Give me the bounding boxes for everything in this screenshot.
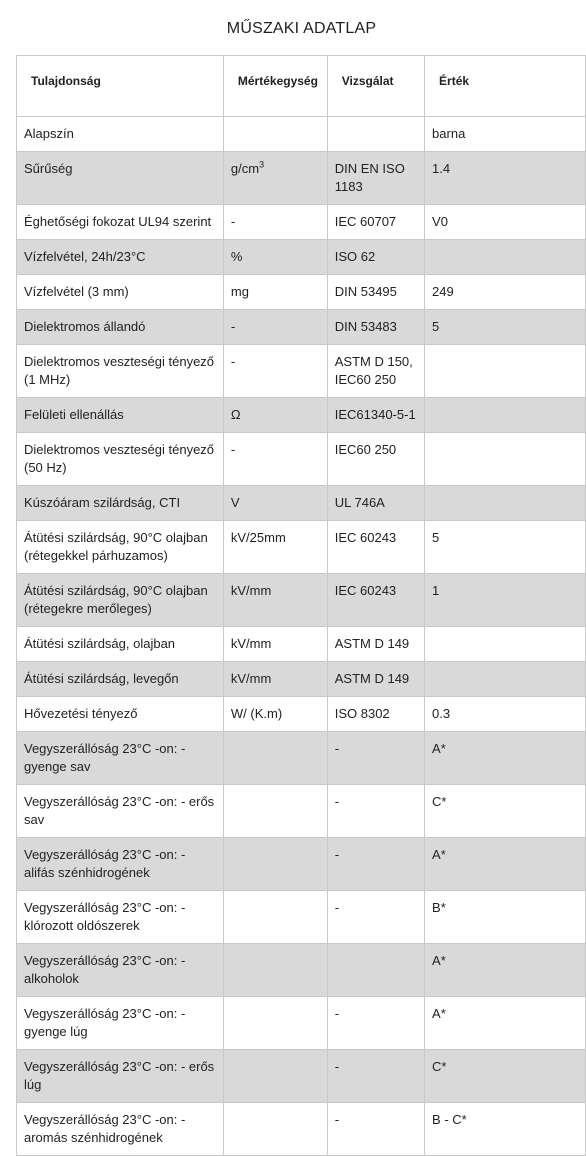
- cell-unit: [223, 205, 327, 240]
- cell-test-text: -: [334, 741, 340, 756]
- table-header-row: [17, 56, 586, 117]
- header-value: Érték: [425, 56, 586, 117]
- cell-test-text: UL 746A: [334, 495, 385, 510]
- cell-test-text: ASTM D 149: [334, 636, 410, 651]
- cell-unit: [223, 275, 327, 310]
- cell-test-text: -: [334, 1112, 340, 1127]
- cell-value-text: A*: [432, 741, 446, 756]
- cell-test-text: DIN 53483: [334, 319, 397, 334]
- table-row: [17, 732, 586, 785]
- cell-test-text: IEC 60707: [334, 214, 397, 229]
- table-row: [17, 574, 586, 627]
- cell-property-text: Vegyszerállóság 23°C -on: -klórozott oldószerek: [24, 900, 186, 933]
- cell-value: [425, 997, 586, 1050]
- table-row: [17, 697, 586, 732]
- cell-value-text: 249: [432, 284, 454, 299]
- cell-unit: [223, 997, 327, 1050]
- table-row: [17, 627, 586, 662]
- table-row: [17, 785, 586, 838]
- cell-unit-text: mg: [230, 284, 249, 299]
- header-property: Tulajdonság: [17, 56, 224, 117]
- table-row: [17, 1103, 586, 1156]
- table-row: [17, 486, 586, 521]
- cell-property-text: Vegyszerállóság 23°C -on: - erős lúg: [24, 1059, 215, 1092]
- cell-value: [425, 574, 586, 627]
- cell-test: [327, 345, 424, 398]
- cell-property-text: Éghetőségi fokozat UL94 szerint: [24, 214, 212, 229]
- cell-property: [17, 486, 224, 521]
- cell-property: [17, 1050, 224, 1103]
- cell-test: [327, 627, 424, 662]
- page-title: MŰSZAKI ADATLAP: [226, 20, 377, 37]
- cell-property-text: Alapszín: [24, 126, 74, 141]
- cell-property: [17, 627, 224, 662]
- cell-test: [327, 838, 424, 891]
- table-row: [17, 205, 586, 240]
- cell-unit: [223, 627, 327, 662]
- cell-test: [327, 398, 424, 433]
- table-row: [17, 310, 586, 345]
- cell-unit-text: g/cm: [230, 161, 260, 176]
- cell-property-text: Átütési szilárdság, 90°C olajban (rétegekkel párhuzamos): [24, 530, 208, 563]
- table-row: [17, 838, 586, 891]
- cell-unit-text: Ω: [230, 407, 241, 422]
- table-row: [17, 345, 586, 398]
- cell-value-text: 5: [432, 530, 440, 545]
- cell-property: [17, 205, 224, 240]
- cell-test: [327, 944, 424, 997]
- table-row: [17, 997, 586, 1050]
- cell-value: [425, 785, 586, 838]
- cell-value: [425, 310, 586, 345]
- cell-property: [17, 891, 224, 944]
- cell-property: [17, 398, 224, 433]
- cell-unit-text: kV/mm: [230, 671, 272, 686]
- cell-unit-text: kV/mm: [230, 636, 272, 651]
- cell-property-text: Átütési szilárdság, 90°C olajban (rétegekre merőleges): [24, 583, 208, 616]
- cell-property-text: Vegyszerállóság 23°C -on: -gyenge sav: [24, 741, 186, 774]
- table-row: [17, 240, 586, 275]
- cell-property: [17, 275, 224, 310]
- cell-unit: [223, 521, 327, 574]
- cell-value: [425, 1050, 586, 1103]
- cell-unit: [223, 891, 327, 944]
- cell-unit-text: -: [230, 442, 236, 457]
- cell-test: [327, 152, 424, 205]
- table-row: [17, 944, 586, 997]
- cell-value-text: A*: [432, 847, 446, 862]
- cell-property: [17, 662, 224, 697]
- cell-value: [425, 240, 586, 275]
- cell-property: [17, 433, 224, 486]
- cell-unit-text: V: [230, 495, 240, 510]
- cell-unit: [223, 486, 327, 521]
- cell-property: [17, 152, 224, 205]
- cell-value: [425, 732, 586, 785]
- cell-property-text: Vízfelvétel (3 mm): [24, 284, 129, 299]
- cell-value: [425, 275, 586, 310]
- cell-test-text: IEC 60243: [334, 530, 397, 545]
- cell-property: [17, 838, 224, 891]
- cell-unit-text: %: [230, 249, 243, 264]
- cell-property: [17, 697, 224, 732]
- cell-property-text: Dielektromos veszteségi tényező (50 Hz): [24, 442, 215, 475]
- cell-value: [425, 627, 586, 662]
- cell-property: [17, 310, 224, 345]
- cell-test-text: -: [334, 794, 340, 809]
- cell-unit-text: -: [230, 214, 236, 229]
- cell-unit: [223, 838, 327, 891]
- cell-property-text: Átütési szilárdság, olajban: [24, 636, 176, 651]
- cell-property-text: Vízfelvétel, 24h/23°C: [24, 249, 146, 264]
- cell-value: [425, 398, 586, 433]
- table-row: [17, 117, 586, 152]
- cell-unit: [223, 944, 327, 997]
- table-row: [17, 662, 586, 697]
- cell-test-text: ASTM D 149: [334, 671, 410, 686]
- cell-test-text: IEC61340-5-1: [334, 407, 416, 422]
- cell-value-text: 1: [432, 583, 440, 598]
- cell-test-text: ASTM D 150, IEC60 250: [334, 354, 413, 387]
- cell-test: [327, 785, 424, 838]
- cell-property: [17, 240, 224, 275]
- cell-unit: [223, 574, 327, 627]
- cell-value-text: V0: [432, 214, 448, 229]
- cell-test-text: -: [334, 1006, 340, 1021]
- cell-unit: [223, 1103, 327, 1156]
- header-test: Vizsgálat: [327, 56, 424, 117]
- cell-test: [327, 662, 424, 697]
- datasheet-table: [16, 55, 586, 1156]
- cell-value: [425, 117, 586, 152]
- cell-property-text: Vegyszerállóság 23°C -on: - alifás szénhidrogének: [24, 847, 186, 880]
- cell-unit-text: kV/25mm: [230, 530, 286, 545]
- cell-property: [17, 117, 224, 152]
- cell-test: [327, 697, 424, 732]
- cell-value: [425, 697, 586, 732]
- table-row: [17, 1050, 586, 1103]
- cell-value-text: C*: [432, 794, 447, 809]
- cell-property: [17, 944, 224, 997]
- cell-test: [327, 117, 424, 152]
- cell-value: [425, 205, 586, 240]
- cell-value: [425, 152, 586, 205]
- cell-value: [425, 944, 586, 997]
- cell-unit: [223, 732, 327, 785]
- cell-test: [327, 1103, 424, 1156]
- cell-unit-text: W/ (K.m): [230, 706, 283, 721]
- cell-test: [327, 310, 424, 345]
- table-row: [17, 521, 586, 574]
- cell-unit: [223, 1050, 327, 1103]
- cell-test-text: ISO 62: [334, 249, 376, 264]
- cell-unit: [223, 433, 327, 486]
- cell-property: [17, 345, 224, 398]
- cell-value: [425, 1103, 586, 1156]
- cell-test: [327, 891, 424, 944]
- cell-test-text: DIN EN ISO 1183: [334, 161, 405, 194]
- table-row: [17, 433, 586, 486]
- cell-value: [425, 891, 586, 944]
- cell-test-text: IEC60 250: [334, 442, 397, 457]
- cell-property-text: Hővezetési tényező: [24, 706, 138, 721]
- cell-value-text: 0.3: [432, 706, 451, 721]
- cell-unit: [223, 240, 327, 275]
- cell-unit: [223, 662, 327, 697]
- cell-value-text: B - C*: [432, 1112, 467, 1127]
- cell-test: [327, 205, 424, 240]
- cell-unit: [223, 785, 327, 838]
- cell-test: [327, 433, 424, 486]
- cell-property: [17, 521, 224, 574]
- cell-property-text: Vegyszerállóság 23°C -on: - erős sav: [24, 794, 215, 827]
- cell-unit: [223, 152, 327, 205]
- cell-value: [425, 838, 586, 891]
- cell-property: [17, 1103, 224, 1156]
- cell-property-text: Dielektromos veszteségi tényező (1 MHz): [24, 354, 215, 387]
- cell-property: [17, 732, 224, 785]
- cell-test: [327, 1050, 424, 1103]
- cell-unit: [223, 310, 327, 345]
- cell-property-text: Vegyszerállóság 23°C -on: -alkoholok: [24, 953, 186, 986]
- cell-value: [425, 486, 586, 521]
- cell-unit-text: -: [230, 354, 236, 369]
- cell-property-text: Átütési szilárdság, levegőn: [24, 671, 179, 686]
- cell-test-text: ISO 8302: [334, 706, 390, 721]
- cell-test: [327, 997, 424, 1050]
- cell-test-text: IEC 60243: [334, 583, 397, 598]
- cell-test-text: -: [334, 847, 340, 862]
- cell-unit-text: -: [230, 319, 236, 334]
- header-unit: Mértékegység: [223, 56, 327, 117]
- table-row: [17, 275, 586, 310]
- cell-property-text: Dielektromos állandó: [24, 319, 146, 334]
- cell-test: [327, 240, 424, 275]
- table-row: [17, 152, 586, 205]
- cell-test-text: -: [334, 1059, 340, 1074]
- cell-property-text: Sűrűség: [24, 161, 73, 176]
- cell-value: [425, 521, 586, 574]
- cell-test: [327, 275, 424, 310]
- cell-property: [17, 574, 224, 627]
- cell-property-text: Vegyszerállóság 23°C -on: - gyenge lúg: [24, 1006, 186, 1039]
- cell-value: [425, 433, 586, 486]
- cell-unit: [223, 697, 327, 732]
- cell-property-text: Felületi ellenállás: [24, 407, 124, 422]
- cell-test-text: -: [334, 900, 340, 915]
- cell-property-text: Vegyszerállóság 23°C -on: -aromás szénhidrogének: [24, 1112, 186, 1145]
- cell-test: [327, 732, 424, 785]
- cell-unit: [223, 345, 327, 398]
- cell-unit: [223, 117, 327, 152]
- table-row: [17, 398, 586, 433]
- cell-value-text: B*: [432, 900, 446, 915]
- cell-unit: [223, 398, 327, 433]
- cell-value: [425, 662, 586, 697]
- cell-test: [327, 521, 424, 574]
- cell-value-text: 1.4: [432, 161, 451, 176]
- cell-value-text: barna: [432, 126, 466, 141]
- cell-property-text: Kúszóáram szilárdság, CTI: [24, 495, 181, 510]
- cell-property: [17, 997, 224, 1050]
- unit-superscript: 3: [259, 159, 265, 170]
- table-row: [17, 891, 586, 944]
- cell-property: [17, 785, 224, 838]
- cell-value-text: A*: [432, 953, 446, 968]
- cell-value-text: 5: [432, 319, 440, 334]
- cell-test-text: DIN 53495: [334, 284, 397, 299]
- cell-unit-text: kV/mm: [230, 583, 272, 598]
- cell-test: [327, 574, 424, 627]
- cell-test: [327, 486, 424, 521]
- cell-value-text: A*: [432, 1006, 446, 1021]
- cell-value-text: C*: [432, 1059, 447, 1074]
- cell-value: [425, 345, 586, 398]
